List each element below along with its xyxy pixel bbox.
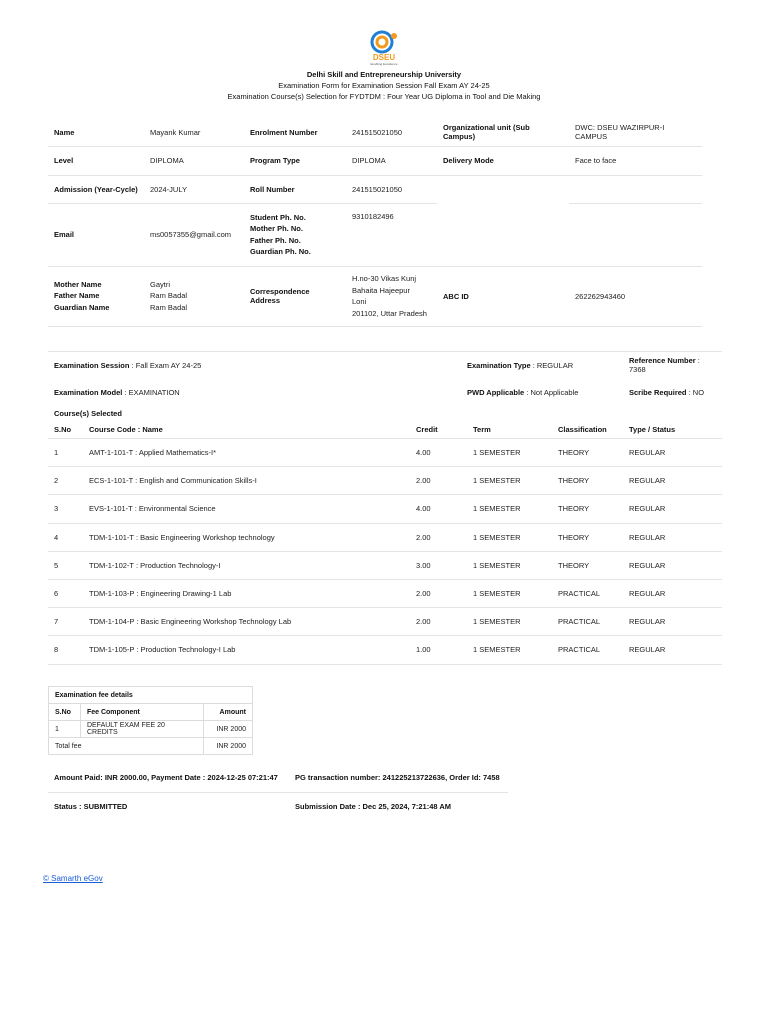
fee-col-sno: S.No — [49, 704, 81, 721]
course-name: AMT-1-101-T : Applied Mathematics-I* — [83, 439, 410, 467]
pg-transaction: PG transaction number: 241225213722636, Order Id: 7458 — [289, 764, 508, 792]
org-label: Organizational unit (Sub Campus) — [437, 119, 569, 146]
course-name: EVS-1-101-T : Environmental Science — [83, 495, 410, 523]
col-status: Type / Status — [623, 421, 722, 439]
course-classification: THEORY — [552, 523, 623, 551]
course-credit: 2.00 — [410, 579, 467, 607]
total-fee-value: INR 2000 — [204, 738, 253, 755]
level-label: Level — [48, 146, 144, 175]
email-value: ms0057355@gmail.com — [144, 203, 244, 266]
program-type-label: Program Type — [244, 146, 346, 175]
col-course: Course Code : Name — [83, 421, 410, 439]
student-phone-value: 9310182496 — [346, 203, 437, 266]
course-row — [48, 551, 722, 579]
guardian-phone-label: Guardian Ph. No. — [250, 247, 311, 256]
course-status: REGULAR — [623, 495, 722, 523]
course-status: REGULAR — [623, 439, 722, 467]
fee-row — [49, 721, 253, 738]
exam-model: Examination Model : EXAMINATION — [54, 387, 180, 397]
course-rows — [48, 439, 722, 665]
abc-value: 262262943460 — [569, 266, 702, 326]
roll-value: 241515021050 — [346, 175, 437, 203]
fee-amount: INR 2000 — [204, 721, 253, 738]
guardian-name-label: Guardian Name — [54, 302, 110, 312]
course-term: 1 SEMESTER — [467, 523, 552, 551]
courses-title: Course(s) Selected — [54, 408, 122, 418]
enrolment-label: Enrolment Number — [244, 119, 346, 146]
course-row — [48, 579, 722, 607]
course-term: 1 SEMESTER — [467, 467, 552, 495]
address-line: Loni — [352, 297, 367, 306]
scribe-required: Scribe Required : NO — [629, 387, 705, 397]
fee-component: DEFAULT EXAM FEE 20 CREDITS — [80, 721, 203, 738]
course-status: REGULAR — [623, 551, 722, 579]
course-classification: PRACTICAL — [552, 608, 623, 636]
course-credit: 4.00 — [410, 439, 467, 467]
roll-label: Roll Number — [244, 175, 346, 203]
status: Status : SUBMITTED — [54, 801, 128, 811]
reference-number: Reference Number : 7368 — [623, 352, 722, 379]
mother-name-label: Mother Name — [54, 279, 102, 289]
course-term: 1 SEMESTER — [467, 636, 552, 664]
fee-title: Examination fee details — [49, 687, 253, 704]
exam-session: Examination Session : Fall Exam AY 24-25 — [48, 352, 467, 379]
dseu-logo — [364, 30, 404, 66]
course-row — [48, 495, 722, 523]
col-sno: S.No — [48, 421, 83, 439]
page-header — [0, 30, 768, 102]
course-classification: THEORY — [552, 495, 623, 523]
father-phone-label: Father Ph. No. — [250, 235, 301, 245]
course-term: 1 SEMESTER — [467, 551, 552, 579]
course-classification: PRACTICAL — [552, 636, 623, 664]
total-fee-label: Total fee — [49, 738, 204, 755]
logo-text: DSEU — [372, 53, 396, 62]
col-term: Term — [467, 421, 552, 439]
course-sno: 1 — [48, 439, 83, 467]
name-value: Mayank Kumar — [144, 119, 244, 146]
course-name: TDM-1-103-P : Engineering Drawing-1 Lab — [83, 579, 410, 607]
course-name: TDM-1-105-P : Production Technology-I Lab — [83, 636, 410, 664]
dseu-logo-icon — [369, 30, 399, 54]
course-term: 1 SEMESTER — [467, 579, 552, 607]
course-sno: 7 — [48, 608, 83, 636]
course-term: 1 SEMESTER — [467, 495, 552, 523]
course-credit: 2.00 — [410, 523, 467, 551]
logo-tagline: Enabling Excellence — [370, 62, 398, 66]
course-sno: 2 — [48, 467, 83, 495]
course-row — [48, 467, 722, 495]
level-value: DIPLOMA — [144, 146, 244, 175]
course-credit: 4.00 — [410, 495, 467, 523]
course-credit: 3.00 — [410, 551, 467, 579]
samarth-egov-link[interactable]: © Samarth eGov — [43, 874, 103, 883]
exam-type: Examination Type : REGULAR — [467, 352, 623, 379]
student-info-table — [48, 119, 702, 327]
mother-name-value: Gaytri — [150, 279, 171, 289]
student-phone-label: Student Ph. No. — [250, 212, 306, 222]
mother-phone-label: Mother Ph. No. — [250, 224, 303, 233]
course-row — [48, 608, 722, 636]
course-sno: 6 — [48, 579, 83, 607]
course-term: 1 SEMESTER — [467, 608, 552, 636]
parent-values — [144, 266, 244, 326]
course-credit: 2.00 — [410, 467, 467, 495]
guardian-name-value: Ram Badal — [150, 302, 188, 312]
amount-paid: Amount Paid: INR 2000.00, Payment Date : 2024-12-25 07:21:47 — [48, 764, 289, 792]
father-name-label: Father Name — [54, 291, 100, 301]
fee-table — [48, 686, 253, 755]
pwd-applicable: PWD Applicable : Not Applicable — [467, 387, 579, 397]
university-name: Delhi Skill and Entrepreneurship University — [306, 70, 462, 79]
fee-col-component: Fee Component — [80, 704, 203, 721]
address-label: Correspondence Address — [244, 266, 346, 326]
course-sno: 3 — [48, 495, 83, 523]
org-value: DWC: DSEU WAZIRPUR-I CAMPUS — [569, 119, 702, 146]
email-label: Email — [48, 203, 144, 266]
course-name: ECS-1-101-T : English and Communication Skills-I — [83, 467, 410, 495]
submission-date: Submission Date : Dec 25, 2024, 7:21:48 AM — [295, 801, 452, 811]
course-sno: 5 — [48, 551, 83, 579]
course-classification: THEORY — [552, 551, 623, 579]
delivery-label: Delivery Mode — [437, 146, 569, 175]
course-sno: 8 — [48, 636, 83, 664]
admission-value: 2024-JULY — [144, 175, 244, 203]
address-line: Bahaita Hajeepur — [352, 285, 410, 295]
name-label: Name — [48, 119, 144, 146]
enrolment-value: 241515021050 — [346, 119, 437, 146]
exam-courses-table — [48, 351, 722, 665]
col-classification: Classification — [552, 421, 623, 439]
course-classification: THEORY — [552, 439, 623, 467]
col-credit: Credit — [410, 421, 467, 439]
course-sno: 4 — [48, 523, 83, 551]
course-credit: 2.00 — [410, 608, 467, 636]
course-status: REGULAR — [623, 636, 722, 664]
course-row — [48, 439, 722, 467]
program-type-value: DIPLOMA — [346, 146, 437, 175]
course-classification: THEORY — [552, 467, 623, 495]
parent-labels — [48, 266, 144, 326]
course-name: TDM-1-104-P : Basic Engineering Workshop Technology Lab — [83, 608, 410, 636]
fee-sno: 1 — [49, 721, 81, 738]
fee-col-amount: Amount — [204, 704, 253, 721]
course-row — [48, 523, 722, 551]
course-selection-title: Examination Course(s) Selection for FYDTDM : Four Year UG Diploma in Tool and Die Making — [227, 92, 541, 101]
course-name: TDM-1-102-T : Production Technology-I — [83, 551, 410, 579]
course-status: REGULAR — [623, 579, 722, 607]
address-value — [346, 266, 437, 326]
payment-table — [48, 764, 508, 820]
form-title: Examination Form for Examination Session Fall Exam AY 24-25 — [278, 81, 490, 90]
course-status: REGULAR — [623, 523, 722, 551]
phone-labels — [244, 203, 346, 266]
father-name-value: Ram Badal — [150, 291, 188, 301]
abc-label: ABC ID — [437, 266, 569, 326]
admission-label: Admission (Year-Cycle) — [48, 175, 144, 203]
course-status: REGULAR — [623, 467, 722, 495]
address-line: 201102, Uttar Pradesh — [352, 308, 427, 318]
course-status: REGULAR — [623, 608, 722, 636]
course-name: TDM-1-101-T : Basic Engineering Workshop technology — [83, 523, 410, 551]
address-line: H.no-30 Vikas Kunj — [352, 274, 417, 283]
delivery-value: Face to face — [569, 146, 702, 175]
course-term: 1 SEMESTER — [467, 439, 552, 467]
course-row — [48, 636, 722, 664]
course-credit: 1.00 — [410, 636, 467, 664]
course-classification: PRACTICAL — [552, 579, 623, 607]
